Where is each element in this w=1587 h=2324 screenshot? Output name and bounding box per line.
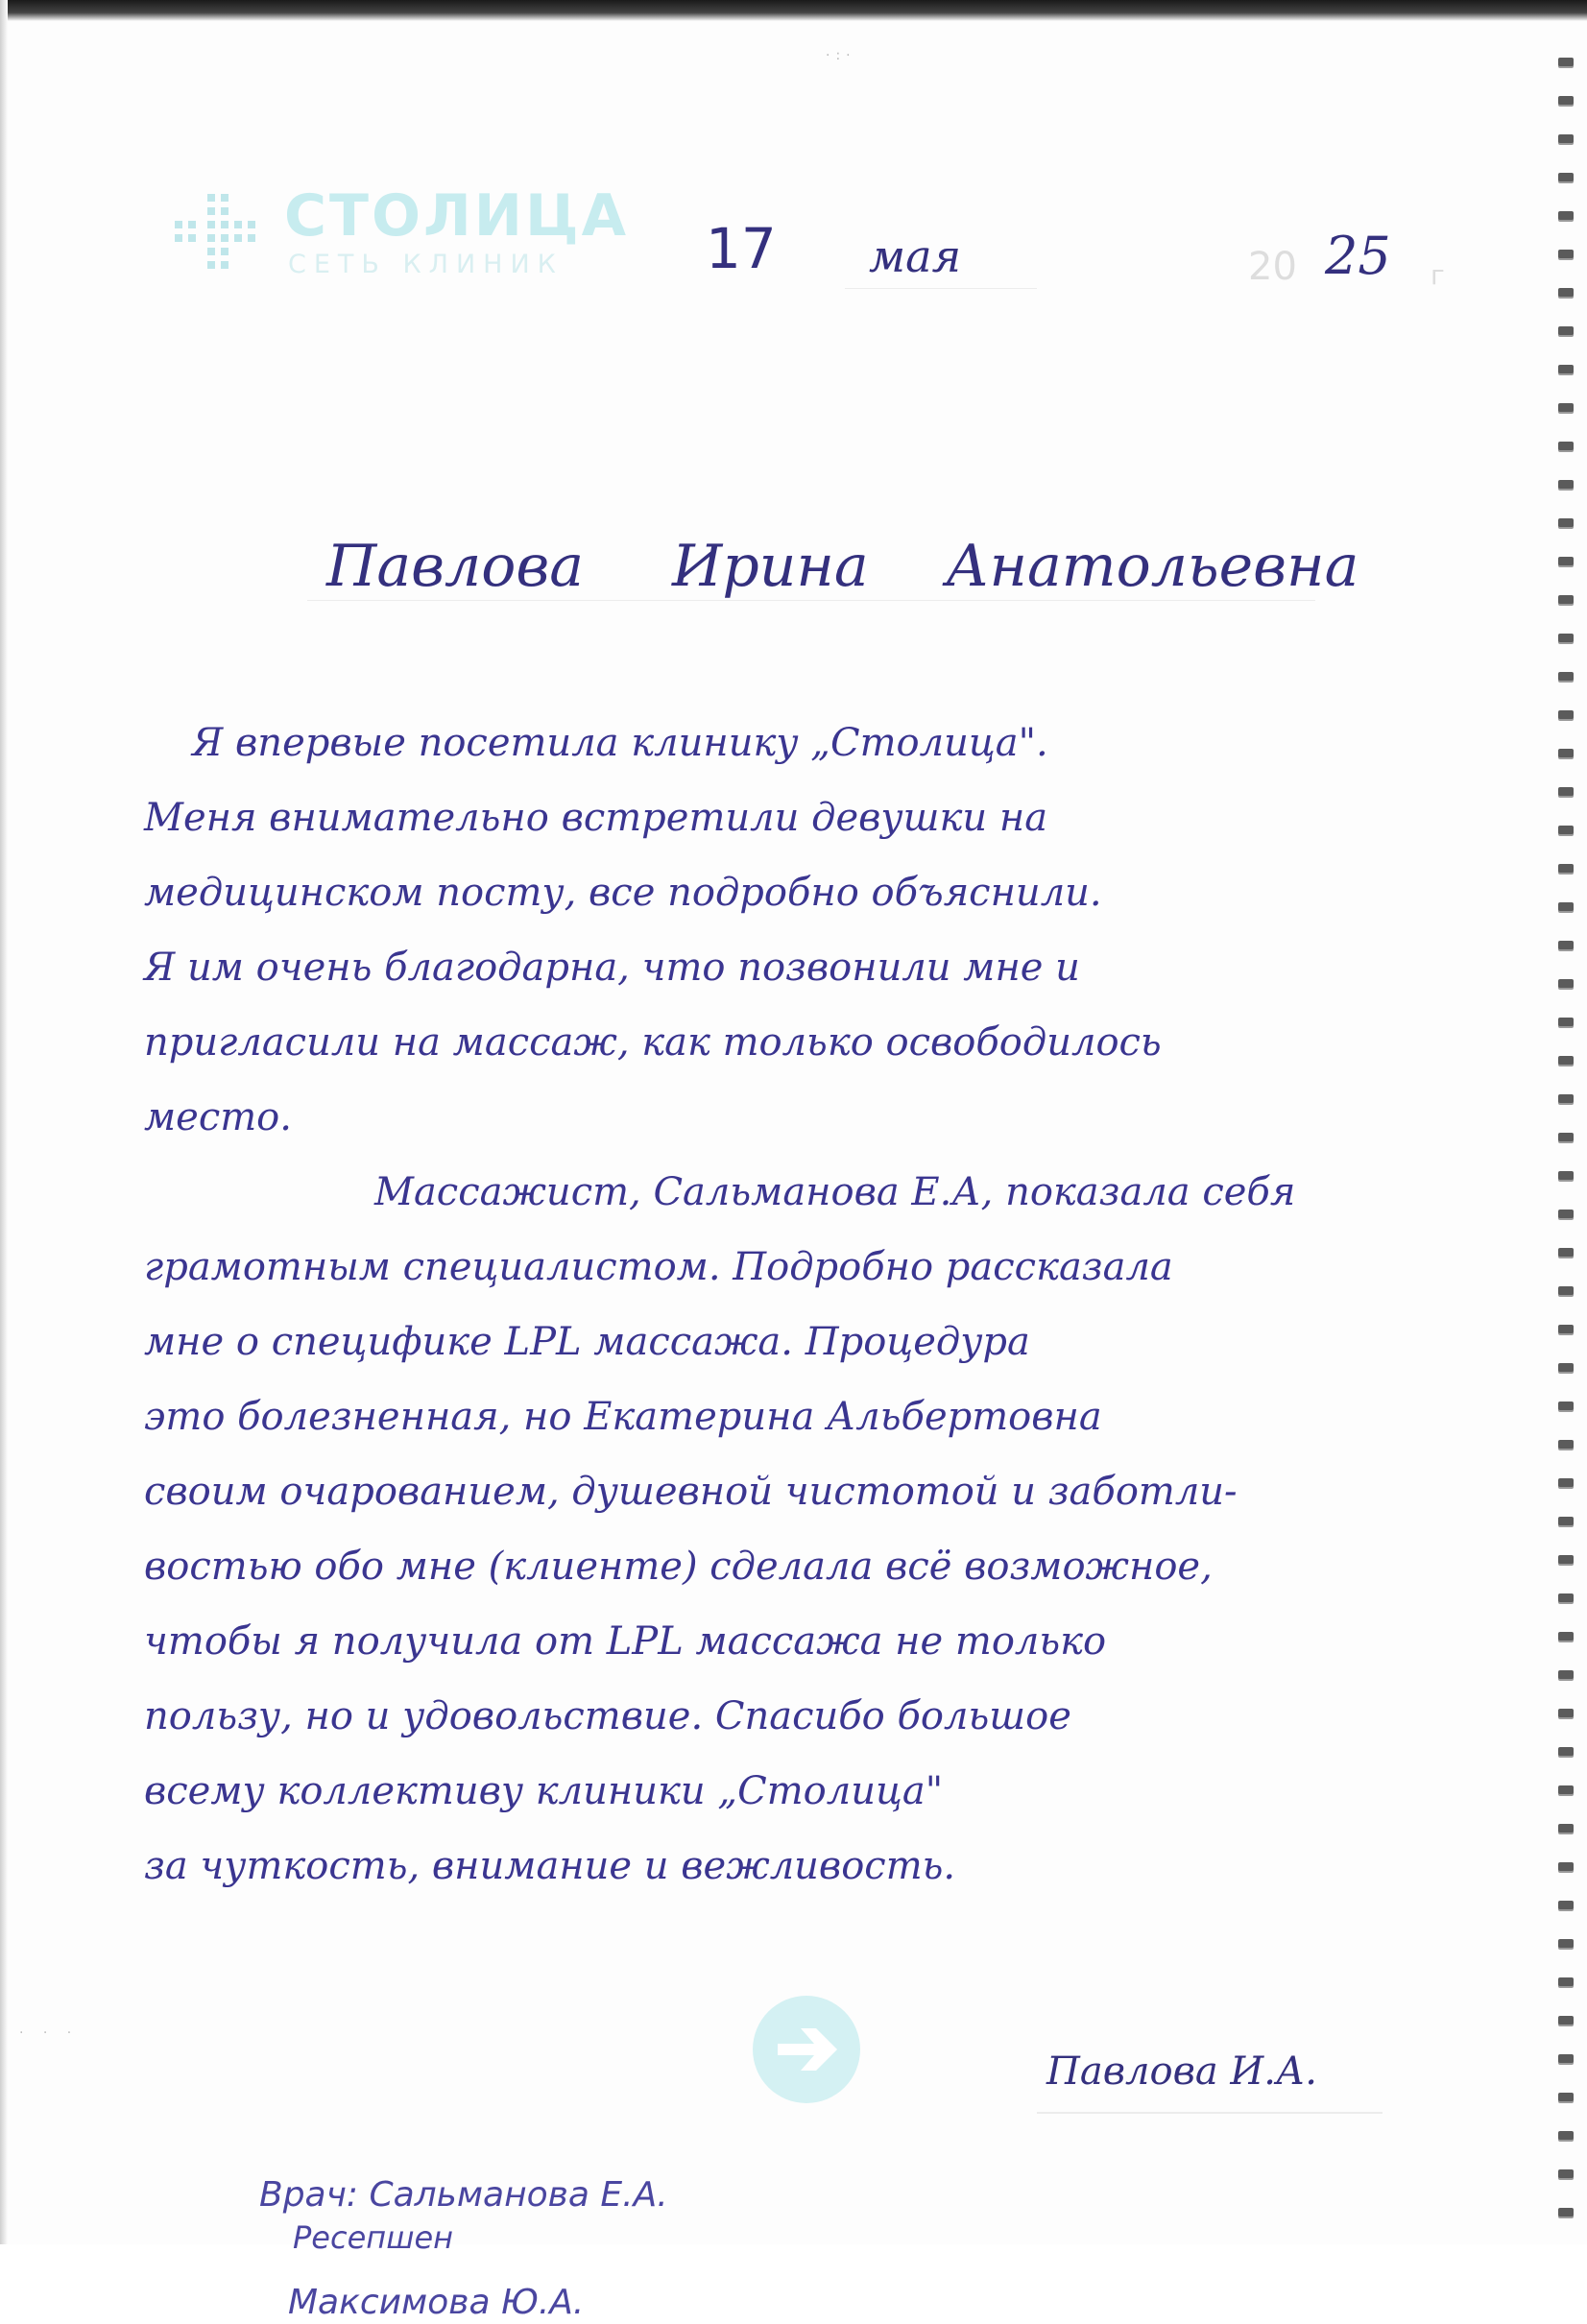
staff-block	[259, 2174, 668, 2324]
scan-specks: · · ·	[19, 2025, 80, 2041]
body-line: медицинском посту, все подробно объяснили.	[144, 871, 1102, 915]
scan-top-edge	[0, 0, 1587, 21]
clinic-logo-title: СТОЛИЦА	[284, 182, 630, 250]
spiral-ring	[1558, 326, 1574, 335]
body-line: востью обо мне (клиенте) сделала всё возможное,	[144, 1545, 1213, 1589]
spiral-ring	[1558, 2016, 1574, 2025]
spiral-ring	[1558, 480, 1574, 489]
body-line: пригласили на массаж, как только освободилось	[144, 1020, 1162, 1065]
spiral-ring	[1558, 2208, 1574, 2216]
spiral-ring	[1558, 173, 1574, 181]
spiral-ring	[1558, 1555, 1574, 1564]
spiral-ring	[1558, 1325, 1574, 1333]
spiral-ring	[1558, 365, 1574, 373]
spiral-ring	[1558, 902, 1574, 911]
spiral-ring	[1558, 518, 1574, 527]
review-body	[144, 706, 1469, 1904]
body-line: мне о специфике LPL массажа. Процедура	[144, 1320, 1030, 1364]
spiral-ring	[1558, 864, 1574, 873]
spiral-ring	[1558, 1133, 1574, 1141]
spiral-ring	[1558, 1094, 1574, 1103]
spiral-ring	[1558, 403, 1574, 412]
spiral-ring	[1558, 1632, 1574, 1641]
body-line: Я впервые посетила клинику „Столица".	[192, 721, 1048, 765]
spiral-ring	[1558, 710, 1574, 719]
date-day: 17	[706, 216, 777, 281]
spiral-ring	[1558, 2054, 1574, 2063]
spiral-ring	[1558, 979, 1574, 988]
spiral-ring	[1558, 2131, 1574, 2140]
spiral-ring	[1558, 1901, 1574, 1909]
spiral-ring	[1558, 557, 1574, 565]
date-year-handwritten: 25	[1325, 226, 1391, 286]
body-line: место.	[144, 1095, 292, 1139]
doctor-line: Врач: Сальманова Е.А.	[259, 2175, 668, 2215]
spiral-ring	[1558, 288, 1574, 297]
body-line: чтобы я получила от LPL массажа не только	[144, 1619, 1107, 1664]
spiral-ring	[1558, 1056, 1574, 1065]
spiral-ring	[1558, 1248, 1574, 1257]
body-line: своим очарованием, душевной чистотой и заботли-	[144, 1470, 1238, 1514]
spiral-ring	[1558, 1171, 1574, 1180]
spiral-binding	[1549, 58, 1587, 2237]
body-line: Я им очень благодарна, что позвонили мне и	[144, 946, 1080, 990]
spiral-ring	[1558, 58, 1574, 66]
spiral-ring	[1558, 634, 1574, 642]
spiral-ring	[1558, 1478, 1574, 1487]
spiral-ring	[1558, 134, 1574, 143]
spiral-ring	[1558, 1977, 1574, 1986]
spiral-ring	[1558, 442, 1574, 450]
body-line: Массажист, Сальманова Е.А, показала себя	[374, 1170, 1296, 1214]
scan-left-edge	[0, 0, 8, 2244]
spiral-ring	[1558, 749, 1574, 757]
date-month-line	[845, 288, 1037, 289]
spiral-ring	[1558, 2169, 1574, 2178]
spiral-ring	[1558, 1210, 1574, 1218]
spiral-ring	[1558, 595, 1574, 604]
patient-surname: Павлова	[326, 533, 585, 600]
spiral-ring	[1558, 672, 1574, 681]
spiral-ring	[1558, 1747, 1574, 1756]
spiral-ring	[1558, 1593, 1574, 1602]
punch-marks: ·:·	[826, 48, 856, 63]
spiral-ring	[1558, 1939, 1574, 1948]
spiral-ring	[1558, 1709, 1574, 1717]
spiral-ring	[1558, 1517, 1574, 1525]
body-line: пользу, но и удовольствие. Спасибо большое	[144, 1694, 1071, 1738]
name-line	[307, 600, 1315, 601]
body-line: всему коллективу клиники „Столица"	[144, 1769, 944, 1813]
spiral-ring	[1558, 1440, 1574, 1449]
reception-staff-line: Максимова Ю.А.	[288, 2283, 585, 2322]
body-line: за чуткость, внимание и вежливость.	[144, 1844, 956, 1888]
spiral-ring	[1558, 250, 1574, 258]
spiral-ring	[1558, 787, 1574, 796]
clinic-logo-subtitle: СЕТЬ КЛИНИК	[288, 250, 564, 279]
spiral-ring	[1558, 1670, 1574, 1679]
spiral-ring	[1558, 941, 1574, 949]
patient-patronymic: Анатольевна	[946, 533, 1359, 600]
spiral-ring	[1558, 826, 1574, 834]
reception-line: Ресепшен	[293, 2219, 454, 2256]
clinic-logo-icon	[171, 190, 257, 276]
spiral-ring	[1558, 1286, 1574, 1295]
body-line: Меня внимательно встретили девушки на	[144, 796, 1048, 840]
signature-line	[1037, 2112, 1383, 2114]
spiral-ring	[1558, 2093, 1574, 2101]
watermark-arrow-icon	[749, 1992, 864, 2107]
spiral-ring	[1558, 1363, 1574, 1372]
body-line: это болезненная, но Екатерина Альбертовна	[144, 1395, 1102, 1439]
body-line: грамотным специалистом. Подробно рассказала	[144, 1245, 1173, 1289]
spiral-ring	[1558, 1018, 1574, 1026]
spiral-ring	[1558, 1862, 1574, 1871]
spiral-ring	[1558, 1824, 1574, 1833]
spiral-ring	[1558, 1785, 1574, 1794]
spiral-ring	[1558, 211, 1574, 220]
date-year-printed: 20	[1248, 245, 1297, 289]
patient-signature: Павлова И.А.	[1046, 2049, 1318, 2094]
date-year-suffix: г	[1431, 259, 1445, 291]
date-month: мая	[869, 230, 962, 282]
clinic-logo	[171, 182, 630, 288]
spiral-ring	[1558, 1402, 1574, 1410]
patient-first-name: Ирина	[672, 533, 869, 600]
spiral-ring	[1558, 96, 1574, 105]
